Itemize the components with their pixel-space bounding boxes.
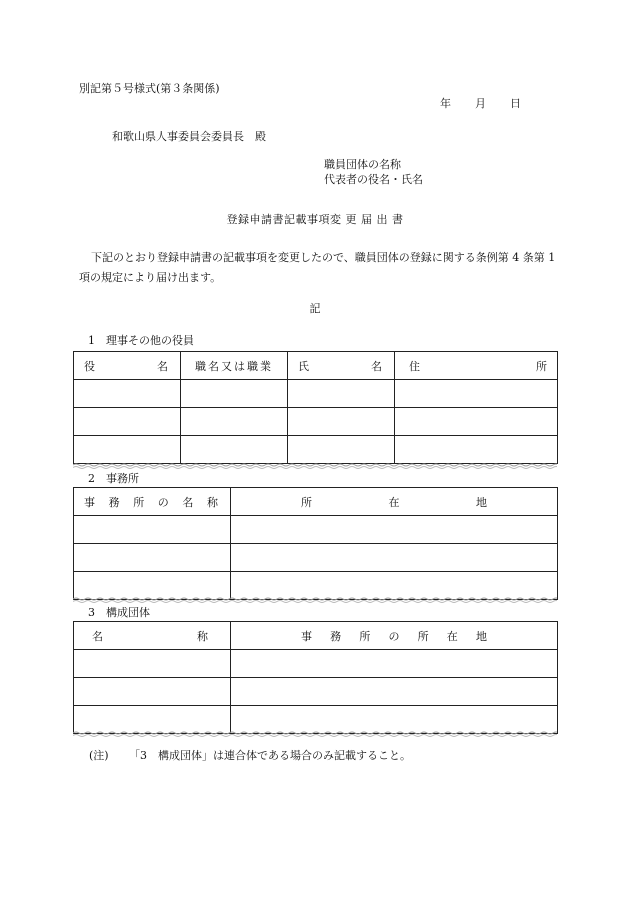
footnote: [89, 749, 411, 763]
header-cell: 事 務 所 の 名 称: [74, 488, 231, 516]
addressee: 和歌山県人事委員会委員長 殿: [112, 130, 266, 143]
table-cell[interactable]: [74, 408, 181, 436]
table-cell[interactable]: [181, 380, 288, 408]
office-table: [73, 487, 558, 600]
table-row: [74, 544, 558, 572]
table-cell[interactable]: [288, 408, 395, 436]
date-line: [440, 97, 521, 111]
table-cell[interactable]: [231, 650, 558, 678]
date-month: 月: [475, 97, 486, 110]
table-cell[interactable]: [288, 436, 395, 464]
table-cell[interactable]: [395, 436, 558, 464]
table-cell[interactable]: [231, 706, 558, 734]
continuation-mark: [73, 597, 557, 603]
document-title: 登録申請書記載事項変 更 届 出 書: [226, 213, 404, 226]
table-row: [74, 650, 558, 678]
header-cell: 事 務 所 の 所 在 地: [231, 622, 558, 650]
section-title-office: 2 事務所: [88, 472, 139, 485]
table-row: [74, 408, 558, 436]
table-cell[interactable]: [74, 678, 231, 706]
continuation-mark: [73, 463, 557, 469]
representative-label: 代表者の役名・氏名: [324, 173, 423, 186]
table-cell[interactable]: [288, 380, 395, 408]
table-cell[interactable]: [231, 678, 558, 706]
table-cell[interactable]: [74, 516, 231, 544]
table-cell[interactable]: [74, 706, 231, 734]
header-cell: 役 名: [74, 352, 181, 380]
footnote-label: (注): [89, 749, 109, 762]
table-cell[interactable]: [74, 650, 231, 678]
table-header-row: [74, 352, 558, 380]
section-title-officers: 1 理事その他の役員: [88, 334, 194, 347]
table-cell[interactable]: [395, 408, 558, 436]
table-row: [74, 516, 558, 544]
table-cell[interactable]: [181, 436, 288, 464]
table-cell[interactable]: [74, 572, 231, 600]
table-cell[interactable]: [231, 544, 558, 572]
header-cell: 住 所: [395, 352, 558, 380]
table-header-row: [74, 622, 558, 650]
table-row: [74, 436, 558, 464]
table-row: [74, 678, 558, 706]
table-cell[interactable]: [74, 544, 231, 572]
officers-table: [73, 351, 558, 464]
table-cell[interactable]: [74, 436, 181, 464]
org-name-label: 職員団体の名称: [324, 158, 401, 171]
table-row: [74, 706, 558, 734]
sender-block: [324, 158, 423, 188]
footnote-text: 「3 構成団体」は連合体である場合のみ記載すること。: [129, 749, 411, 762]
constituent-table: [73, 621, 558, 734]
table-row: [74, 572, 558, 600]
body-text: [79, 248, 559, 288]
table-row: [74, 380, 558, 408]
table-header-row: [74, 488, 558, 516]
table-cell[interactable]: [231, 516, 558, 544]
section-title-constituent: 3 構成団体: [88, 606, 150, 619]
table-cell[interactable]: [181, 408, 288, 436]
header-cell: 所 在 地: [231, 488, 558, 516]
table-cell[interactable]: [231, 572, 558, 600]
date-day: 日: [510, 97, 521, 110]
continuation-mark: [73, 731, 557, 737]
date-year: 年: [440, 97, 451, 110]
header-cell: 氏 名: [288, 352, 395, 380]
ki-heading: 記: [309, 302, 321, 315]
form-number: 別記第５号様式(第３条関係): [79, 82, 220, 95]
table-cell[interactable]: [395, 380, 558, 408]
table-cell[interactable]: [74, 380, 181, 408]
body-paragraph: 下記のとおり登録申請書の記載事項を変更したので、職員団体の登録に関する条例第 4 条第 1 項の規定により届け出ます。: [79, 251, 556, 284]
header-cell: 職名又は職業: [181, 352, 288, 380]
header-cell: 名 称: [74, 622, 231, 650]
